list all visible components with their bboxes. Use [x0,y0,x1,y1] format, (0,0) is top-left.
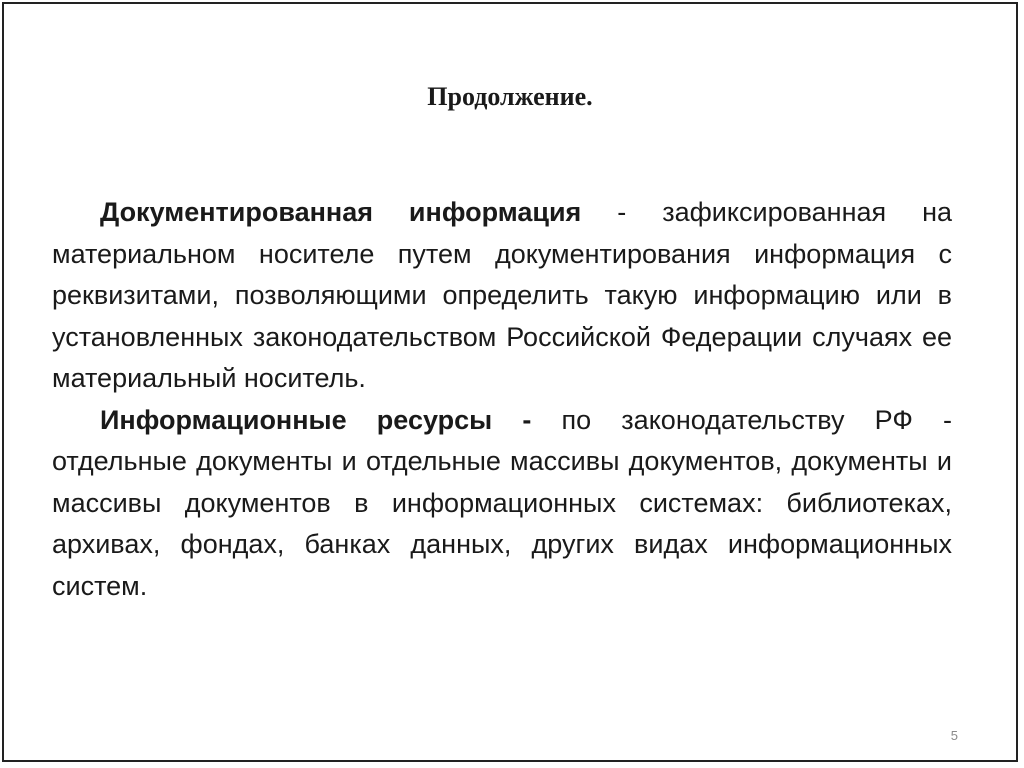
slide [2,2,1018,762]
paragraph-documented-information [52,192,952,400]
slide-title: Продолжение. [427,82,593,111]
slide-body [52,192,952,607]
term-documented-information: Документированная информация [100,197,582,227]
term-information-resources: Информационные ресурсы - [100,404,532,435]
definition-documented-information: - зафиксированная на материальном носителе путем документирования информация с реквизитами, позволяющими определить такую информацию или в установленных законодательством Российской Федерации случаях ее материальный носитель. [52,197,952,393]
page-number: 5 [950,728,958,743]
paragraph-information-resources [52,400,952,608]
definition-information-resources: по законодательству РФ - отдельные документы и отдельные массивы документов, документы и массивы документов в информационных системах: библиотеках, архивах, фондах, банках данных, других видах информационных систем. [52,404,953,601]
